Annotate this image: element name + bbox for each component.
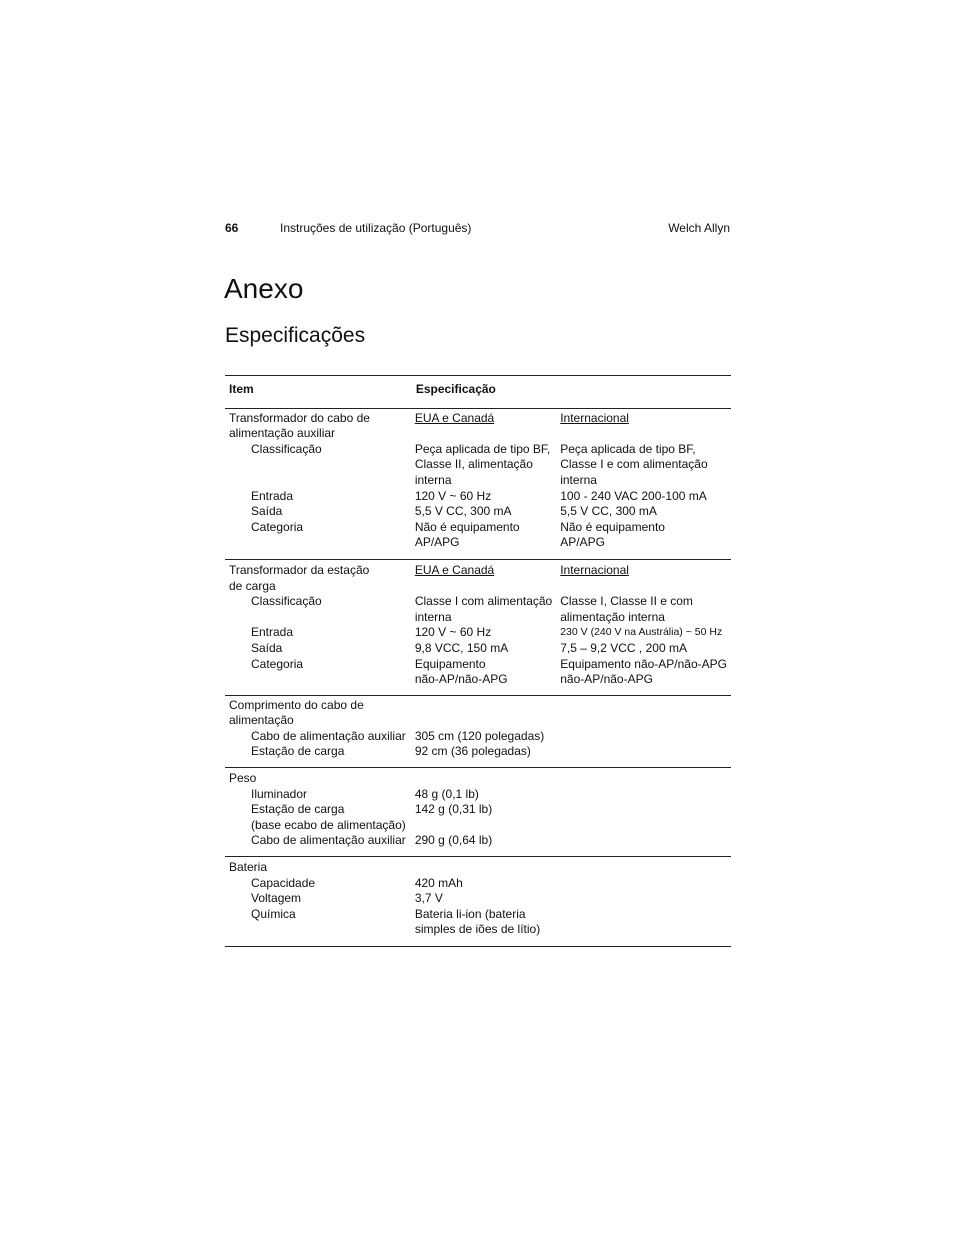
row-labels: Comprimento do cabo de alimentação Cabo de alimentação auxiliar Estação de carga: [225, 695, 411, 767]
row-labels: Transformador da estação de carga Classificação Entrada Saída Categoria: [225, 559, 411, 695]
row-values-international: Internacional Classe I, Classe II e com alimentação interna 230 V (240 V na Austrália) ~ 50 Hz 7,5 – 9,2 VCC , 200 mA Equipamento não-AP/não-APG não-AP/não-APG: [556, 559, 731, 695]
row-values-international: Internacional Peça aplicada de tipo BF, Classe I e com alimentação interna 100 - 240 VAC 200-100 mA 5,5 V CC, 300 mA Não é equipamento AP/APG: [556, 408, 731, 559]
row-labels: Bateria Capacidade Voltagem Química: [225, 857, 411, 947]
row-values: 48 g (0,1 lb) 142 g (0,31 lb) 290 g (0,64 lb): [411, 768, 731, 857]
page-header: [225, 221, 730, 239]
row-values-us-canada: EUA e Canadá Classe I com alimentação interna 120 V ~ 60 Hz 9,8 VCC, 150 mA Equipamento não-AP/não-APG: [411, 559, 556, 695]
column-header-specification: Especificação: [411, 376, 731, 409]
page-number: 66: [225, 221, 239, 235]
section-title: Especificações: [225, 324, 366, 347]
row-values: 420 mAh 3,7 V Bateria li-ion (bateria simples de iões de lítio): [411, 857, 731, 947]
row-labels: Transformador do cabo de alimentação auxiliar Classificação Entrada Saída Categoria: [225, 408, 411, 559]
table-row-aux-transformer: [225, 408, 731, 559]
table-row-cord-length: [225, 695, 731, 767]
row-values-us-canada: EUA e Canadá Peça aplicada de tipo BF, Classe II, alimentação interna 120 V ~ 60 Hz 5,5 V CC, 300 mA Não é equipamento AP/APG: [411, 408, 556, 559]
brand-name: Welch Allyn: [668, 221, 730, 235]
row-labels: Peso Iluminador Estação de carga (base ecabo de alimentação) Cabo de alimentação auxiliar: [225, 768, 411, 857]
table-header-row: [225, 376, 731, 409]
specifications-table: [225, 375, 731, 947]
row-values: 305 cm (120 polegadas) 92 cm (36 polegadas): [411, 695, 731, 767]
table-row-battery: [225, 857, 731, 947]
table-row-weight: [225, 768, 731, 857]
document-title: Instruções de utilização (Português): [280, 221, 472, 235]
table-row-dock-transformer: [225, 559, 731, 695]
column-header-item: Item: [225, 376, 411, 409]
page-title: Anexo: [224, 273, 304, 304]
